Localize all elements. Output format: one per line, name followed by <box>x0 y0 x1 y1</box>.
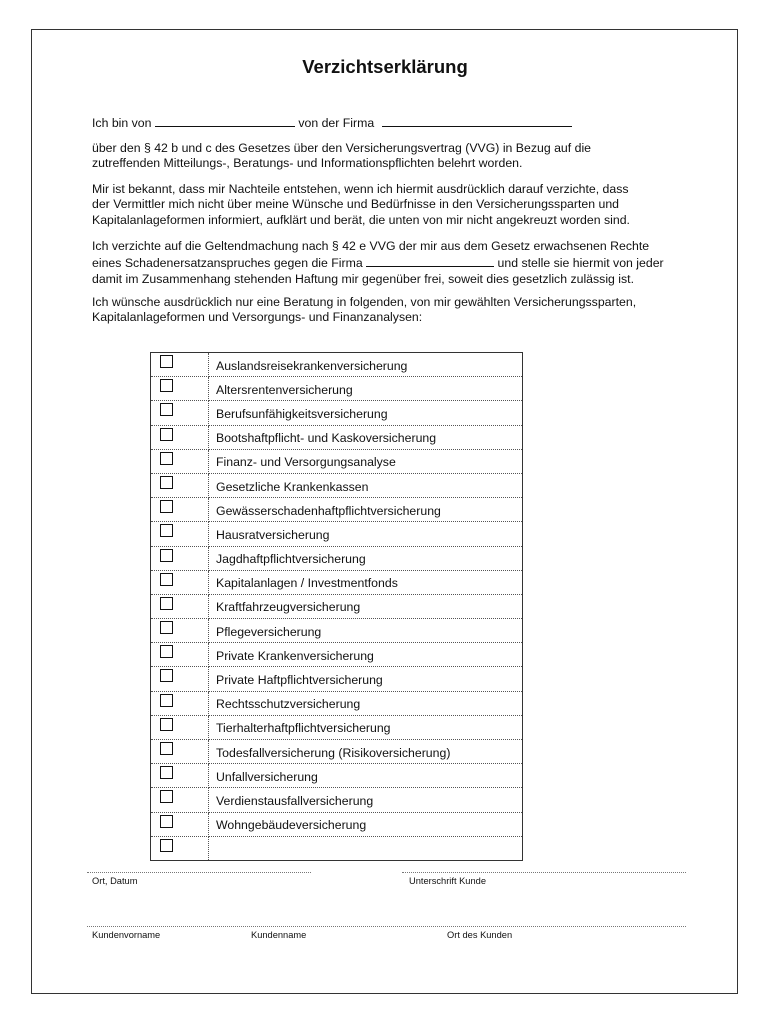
option-checkbox[interactable] <box>160 839 173 852</box>
option-checkbox[interactable] <box>160 452 173 465</box>
option-row <box>151 401 523 425</box>
option-label: Gewässerschadenhaftpflichtversicherung <box>209 498 523 522</box>
option-row <box>151 425 523 449</box>
customer-place-label: Ort des Kunden <box>447 930 513 940</box>
option-checkbox-cell <box>151 522 209 546</box>
last-name-label: Kundenname <box>251 930 307 940</box>
option-row <box>151 788 523 812</box>
option-row <box>151 619 523 643</box>
option-checkbox-cell <box>151 570 209 594</box>
option-checkbox-cell <box>151 764 209 788</box>
option-checkbox[interactable] <box>160 403 173 416</box>
place-date-label: Ort, Datum <box>92 876 138 886</box>
option-checkbox[interactable] <box>160 621 173 634</box>
option-label: Finanz- und Versorgungsanalyse <box>209 449 523 473</box>
option-row <box>151 473 523 497</box>
option-row <box>151 570 523 594</box>
options-table <box>150 352 523 861</box>
option-checkbox[interactable] <box>160 645 173 658</box>
option-row <box>151 546 523 570</box>
option-label: Kapitalanlagen / Investmentfonds <box>209 570 523 594</box>
option-label: Unfallversicherung <box>209 764 523 788</box>
option-checkbox[interactable] <box>160 742 173 755</box>
intro-line <box>92 114 692 131</box>
option-row <box>151 594 523 618</box>
option-checkbox-cell <box>151 643 209 667</box>
option-label: Verdienstausfallversicherung <box>209 788 523 812</box>
option-checkbox[interactable] <box>160 766 173 779</box>
paragraph-line: zutreffenden Mitteilungs-, Beratungs- und Informationspflichten belehrt worden. <box>92 156 523 171</box>
option-checkbox[interactable] <box>160 476 173 489</box>
option-checkbox[interactable] <box>160 549 173 562</box>
option-checkbox[interactable] <box>160 669 173 682</box>
option-checkbox-cell <box>151 546 209 570</box>
option-label: Rechtsschutzversicherung <box>209 691 523 715</box>
option-checkbox[interactable] <box>160 500 173 513</box>
customer-details-line <box>87 926 686 927</box>
option-row <box>151 691 523 715</box>
option-checkbox[interactable] <box>160 597 173 610</box>
option-label: Wohngebäudeversicherung <box>209 812 523 836</box>
paragraph-segment: und stelle sie hiermit von jeder <box>497 256 664 271</box>
paragraph-segment: eines Schadenersatzanspruches gegen die Firma <box>92 256 363 271</box>
option-checkbox-cell <box>151 691 209 715</box>
paragraph-line: Ich verzichte auf die Geltendmachung nach § 42 e VVG der mir aus dem Gesetz erwachsenen Rechte <box>92 239 650 253</box>
option-label: Altersrentenversicherung <box>209 377 523 401</box>
option-label: Hausratversicherung <box>209 522 523 546</box>
option-checkbox[interactable] <box>160 694 173 707</box>
company-blank-field[interactable] <box>382 114 572 127</box>
option-checkbox-cell <box>151 449 209 473</box>
first-name-label: Kundenvorname <box>92 930 161 940</box>
option-label: Jagdhaftpflichtversicherung <box>209 546 523 570</box>
paragraph-line: damit im Zusammenhang stehenden Haftung mir gegenüber frei, soweit dies gesetzlich zulässig ist. <box>92 271 635 286</box>
paragraph-line <box>92 254 692 271</box>
paragraph-line: der Vermittler mich nicht über meine Wünsche und Bedürfnisse in den Versicherungssparten und <box>92 197 620 212</box>
intro-text-1: Ich bin von <box>92 116 152 130</box>
option-row <box>151 498 523 522</box>
option-checkbox[interactable] <box>160 815 173 828</box>
option-label: Auslandsreisekrankenversicherung <box>209 353 523 377</box>
option-row <box>151 377 523 401</box>
option-row <box>151 667 523 691</box>
paragraph-2 <box>92 182 692 228</box>
option-checkbox-cell <box>151 715 209 739</box>
option-checkbox[interactable] <box>160 524 173 537</box>
option-checkbox-cell <box>151 377 209 401</box>
option-label: Bootshaftpflicht- und Kaskoversicherung <box>209 425 523 449</box>
firm-blank-field[interactable] <box>366 254 494 267</box>
customer-signature-label: Unterschrift Kunde <box>409 876 486 886</box>
option-checkbox-cell <box>151 401 209 425</box>
option-row <box>151 522 523 546</box>
option-checkbox-cell <box>151 619 209 643</box>
name-blank-field[interactable] <box>155 114 295 127</box>
option-checkbox-cell <box>151 667 209 691</box>
option-checkbox-cell <box>151 498 209 522</box>
option-checkbox-cell <box>151 353 209 377</box>
option-checkbox-cell <box>151 740 209 764</box>
option-checkbox[interactable] <box>160 790 173 803</box>
option-label: Berufsunfähigkeitsversicherung <box>209 401 523 425</box>
paragraph-line: Kapitalanlageformen informiert, aufklärt und berät, die unten von mir nicht angekreuzt worden sind. <box>92 212 630 227</box>
paragraph-line: Mir ist bekannt, dass mir Nachteile entstehen, wenn ich hiermit ausdrücklich darauf verzichte, dass <box>92 182 629 196</box>
paragraph-1 <box>92 141 692 172</box>
paragraph-3 <box>92 239 692 287</box>
paragraph-line: über den § 42 b und c des Gesetzes über den Versicherungsvertrag (VVG) in Bezug auf die <box>92 141 592 155</box>
paragraph-4 <box>92 295 692 326</box>
option-checkbox-cell <box>151 594 209 618</box>
option-checkbox[interactable] <box>160 355 173 368</box>
option-checkbox-cell <box>151 836 209 860</box>
option-row <box>151 715 523 739</box>
option-row <box>151 449 523 473</box>
option-label: Tierhalterhaftpflichtversicherung <box>209 715 523 739</box>
option-row <box>151 812 523 836</box>
option-checkbox-cell <box>151 473 209 497</box>
option-label: Kraftfahrzeugversicherung <box>209 594 523 618</box>
option-checkbox-cell <box>151 425 209 449</box>
paragraph-line: Kapitalanlageformen und Versorgungs- und Finanzanalysen: <box>92 310 423 325</box>
option-checkbox-cell <box>151 812 209 836</box>
option-row <box>151 740 523 764</box>
option-label <box>209 836 523 860</box>
option-label: Private Haftpflichtversicherung <box>209 667 523 691</box>
option-checkbox[interactable] <box>160 573 173 586</box>
document-title: Verzichtserklärung <box>302 56 468 77</box>
intro-text-2: von der Firma <box>298 116 375 130</box>
option-checkbox[interactable] <box>160 718 173 731</box>
option-checkbox[interactable] <box>160 428 173 441</box>
signature-line <box>402 872 686 873</box>
option-label: Todesfallversicherung (Risikoversicherung) <box>209 740 523 764</box>
paragraph-line: Ich wünsche ausdrücklich nur eine Beratung in folgenden, von mir gewählten Versicherungssparten, <box>92 295 637 309</box>
option-row <box>151 643 523 667</box>
place-date-line <box>87 872 311 873</box>
option-checkbox[interactable] <box>160 379 173 392</box>
option-row <box>151 353 523 377</box>
option-label: Gesetzliche Krankenkassen <box>209 473 523 497</box>
option-checkbox-cell <box>151 788 209 812</box>
option-row <box>151 836 523 860</box>
option-label: Private Krankenversicherung <box>209 643 523 667</box>
option-row <box>151 764 523 788</box>
option-label: Pflegeversicherung <box>209 619 523 643</box>
